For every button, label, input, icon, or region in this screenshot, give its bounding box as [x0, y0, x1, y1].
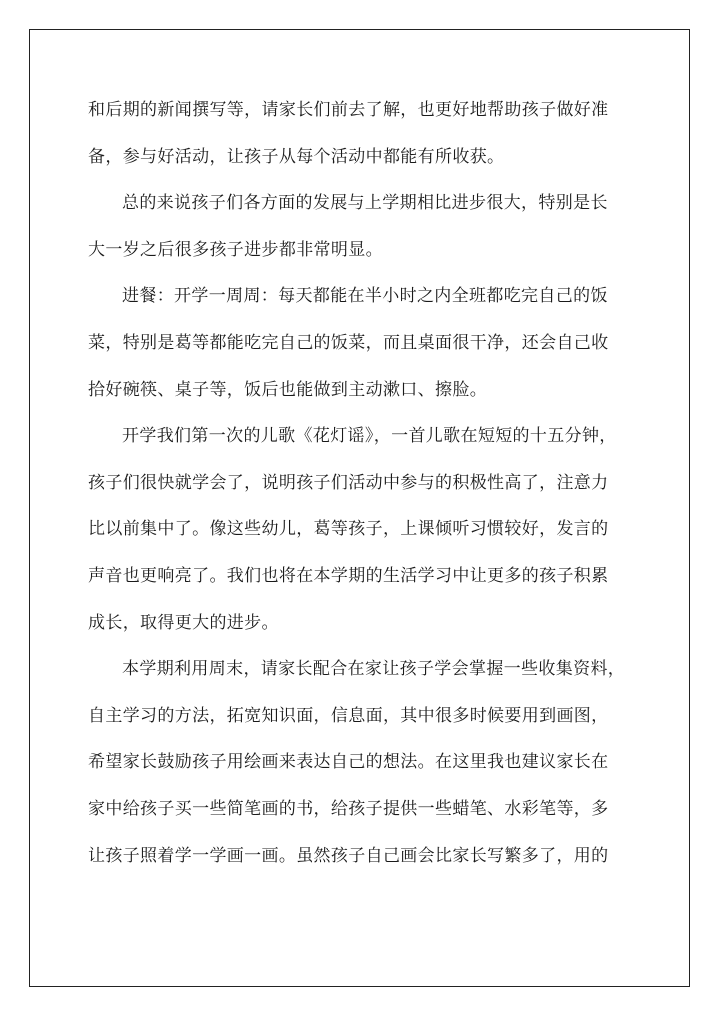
text-line: 总的来说孩子们各方面的发展与上学期相比进步很大，特别是长 — [122, 193, 608, 214]
text-line: 让孩子照着学一学画一画。虽然孩子自己画会比家长写繁多了，用的 — [88, 845, 609, 866]
text-line: 进餐：开学一周周：每天都能在半小时之内全班都吃完自己的饭 — [122, 286, 608, 307]
text-line: 拾好碗筷、桌子等，饭后也能做到主动漱口、擦脸。 — [88, 379, 488, 400]
text-line: 声音也更响亮了。我们也将在本学期的生活学习中让更多的孩子积累 — [88, 565, 609, 586]
text-line: 大一岁之后很多孩子进步都非常明显。 — [88, 239, 383, 260]
text-line: 和后期的新闻撰写等，请家长们前去了解，也更好地帮助孩子做好准 — [88, 100, 609, 120]
text-line: 成长，取得更大的进步。 — [88, 612, 279, 633]
text-line: 孩子们很快就学会了，说明孩子们活动中参与的积极性高了，注意力 — [88, 472, 609, 493]
text-line: 菜，特别是葛等都能吃完自己的饭菜，而且桌面很干净，还会自己收 — [88, 332, 609, 353]
text-line: 开学我们第一次的儿歌《花灯谣》，一首儿歌在短短的十五分钟， — [122, 426, 617, 447]
text-line: 希望家长鼓励孩子用绘画来表达自己的想法。在这里我也建议家长在 — [88, 752, 609, 773]
text-line: 家中给孩子买一些简笔画的书，给孩子提供一些蜡笔、水彩笔等，多 — [88, 798, 609, 819]
text-line: 备，参与好活动，让孩子从每个活动中都能有所收获。 — [88, 146, 505, 167]
document-body — [88, 91, 633, 883]
text-line: 本学期利用周末，请家长配合在家让孩子学会掌握一些收集资料， — [122, 659, 626, 680]
text-line: 自主学习的方法，拓宽知识面，信息面，其中很多时候要用到画图， — [88, 705, 609, 726]
text-line: 比以前集中了。像这些幼儿，葛等孩子，上课倾听习惯较好，发言的 — [88, 519, 609, 540]
